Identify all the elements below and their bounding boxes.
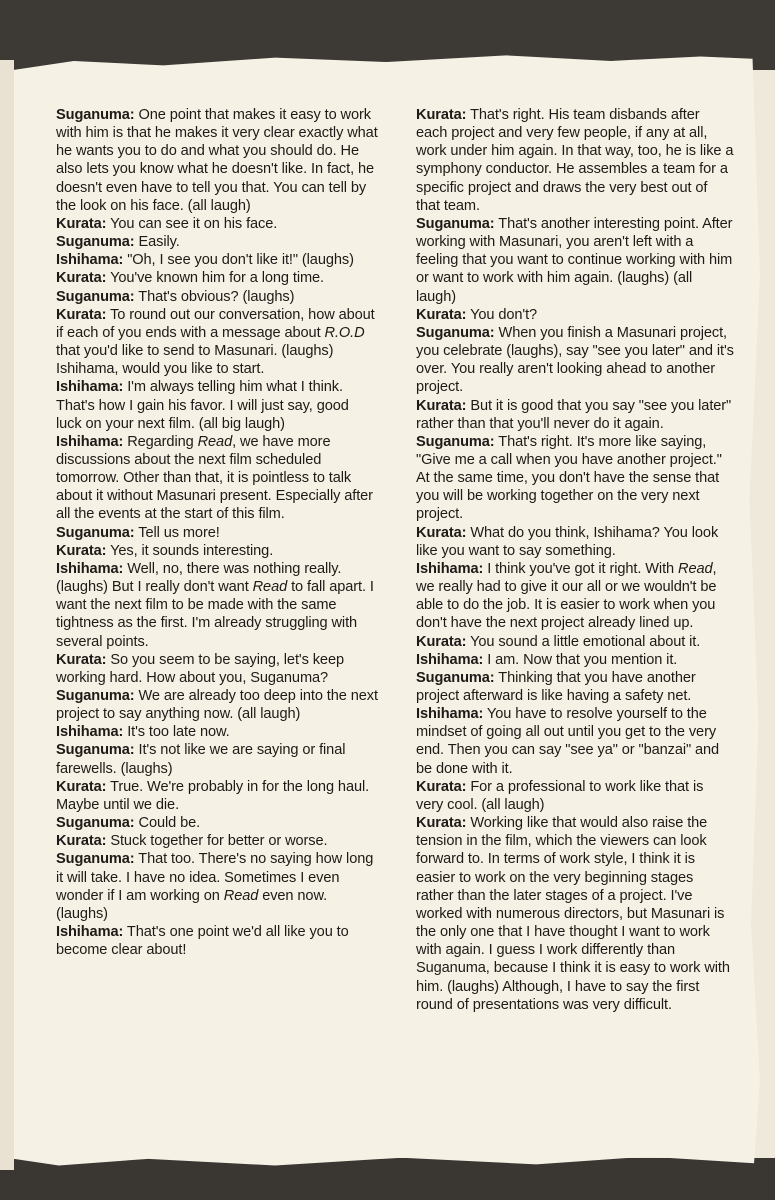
dialogue-text: It's too late now. (123, 724, 230, 741)
dialogue-text: Yes, it sounds interesting. (106, 542, 274, 559)
speaker-name: Ishihama: (56, 252, 124, 269)
speaker-name: Ishihama: (56, 924, 124, 941)
dialogue-text: I'm always telling him what I think. That's how I gain his favor. I will just say, good luck on your next film. (all big laugh) (56, 379, 349, 432)
dialogue-line (56, 850, 378, 923)
speaker-name: Suganuma: (416, 215, 495, 232)
dialogue-line (56, 215, 378, 233)
speaker-name: Kurata: (56, 833, 107, 850)
dialogue-text: When you finish a Masunari project, you celebrate (laughs), say "see you later" and it's over. You really aren't looking ahead to another project. (416, 324, 734, 396)
dialogue-text: Could be. (134, 815, 201, 832)
dialogue-line (416, 669, 734, 705)
dialogue-line (56, 741, 378, 777)
dialogue-text: To round out our conversation, how about if each of you ends with a message about (56, 306, 375, 341)
dialogue-text: That's obvious? (laughs) (134, 288, 295, 305)
dialogue-line (416, 633, 734, 651)
dialogue-line (56, 306, 378, 379)
dialogue-text: We are already too deep into the next project to say anything now. (all laugh) (56, 688, 378, 723)
speaker-name: Suganuma: (56, 524, 135, 541)
dialogue-line (56, 651, 378, 687)
dialogue-line (416, 306, 734, 324)
dialogue-line (56, 433, 378, 524)
speaker-name: Kurata: (56, 215, 107, 232)
dialogue-line (56, 832, 378, 850)
speaker-name: Kurata: (416, 778, 467, 795)
italic-title: Read (252, 579, 288, 596)
dialogue-text: I am. Now that you mention it. (483, 651, 678, 668)
dialogue-text: You sound a little emotional about it. (466, 633, 701, 650)
dialogue-line (416, 524, 734, 560)
dialogue-text: Tell us more! (134, 524, 220, 541)
speaker-name: Ishihama: (56, 724, 124, 741)
speaker-name: Kurata: (416, 524, 467, 541)
dialogue-line (416, 705, 734, 778)
speaker-name: Kurata: (56, 542, 107, 559)
bottom-dark-band (0, 1158, 775, 1200)
dialogue-text: Regarding (123, 433, 198, 450)
dialogue-line (56, 687, 378, 723)
speaker-name: Suganuma: (56, 288, 135, 305)
dialogue-line (416, 778, 734, 814)
dialogue-text: But it is good that you say "see you later" rather than that you'll never do it again. (416, 397, 732, 432)
italic-title: Read (678, 560, 713, 577)
dialogue-line (56, 269, 378, 287)
speaker-name: Kurata: (416, 815, 467, 832)
right-text-column (416, 106, 734, 1014)
dialogue-text: That's right. It's more like saying, "Give me a call when you have another project." At the same time, you don't have the sense that you will be working together on the very next project. (416, 433, 722, 523)
dialogue-line (56, 233, 378, 251)
dialogue-line (416, 814, 734, 1014)
speaker-name: Suganuma: (56, 688, 135, 704)
speaker-name: Kurata: (56, 778, 107, 795)
dialogue-line (56, 560, 378, 651)
speaker-name: Kurata: (416, 107, 467, 123)
speaker-name: Suganuma: (416, 669, 495, 686)
speaker-name: Ishihama: (416, 706, 484, 723)
italic-title: R.O.D (324, 324, 365, 341)
dialogue-line (56, 814, 378, 832)
dialogue-text: You've known him for a long time. (106, 270, 324, 287)
speaker-name: Suganuma: (56, 107, 135, 123)
dialogue-text: Well, no, there was nothing really. (laughs) But I really don't want (56, 560, 342, 596)
dialogue-line (56, 106, 378, 215)
dialogue-text: So you seem to be saying, let's keep working hard. How about you, Suganuma? (56, 651, 344, 686)
dialogue-line (416, 651, 734, 669)
speaker-name: Ishihama: (56, 379, 124, 396)
dialogue-line (416, 560, 734, 633)
speaker-name: Ishihama: (416, 651, 484, 668)
dialogue-text-continued: that you'd like to send to Masunari. (laughs) Ishihama, would you like to start. (56, 343, 334, 378)
speaker-name: Kurata: (416, 397, 467, 414)
dialogue-line (56, 923, 378, 959)
dialogue-text-continued: even now. (laughs) (56, 887, 328, 922)
italic-title: Read (197, 433, 233, 450)
speaker-name: Suganuma: (56, 851, 135, 868)
speaker-name: Suganuma: (416, 433, 495, 450)
speaker-name: Kurata: (416, 633, 467, 650)
speaker-name: Kurata: (56, 651, 107, 668)
dialogue-text: You have to resolve yourself to the mindset of going all out until you get to the very end. Then you can say "see ya" or "banzai" and be done with it. (416, 706, 720, 777)
speaker-name: Suganuma: (56, 815, 135, 832)
speaker-name: Kurata: (56, 306, 107, 323)
dialogue-line (56, 288, 378, 306)
dialogue-line (416, 433, 734, 524)
dialogue-text: Easily. (134, 234, 180, 251)
dialogue-text-continued: , we really had to give it our all or we wouldn't be able to do the job. It is easier to work when you don't have the next project already lined up. (416, 560, 717, 632)
dialogue-text: That's another interesting point. After working with Masunari, you aren't left with a feeling that you want to continue working with him or want to work with him again. (laughs) (all laugh) (416, 215, 733, 305)
speaker-name: Suganuma: (56, 234, 135, 251)
dialogue-text: That's one point we'd all like you to become clear about! (56, 924, 349, 959)
dialogue-text: Stuck together for better or worse. (106, 833, 328, 850)
dialogue-text: That's right. His team disbands after each project and very few people, if any at all, work under him again. In that way, too, he is like a symphony conductor. He assembles a team for a specific project and draws the very best out of that team. (416, 107, 734, 214)
dialogue-line (416, 324, 734, 397)
dialogue-line (56, 778, 378, 814)
dialogue-text-continued: to fall apart. I want the next film to be made with the same tightness as the first. I'm already struggling with several points. (56, 579, 374, 650)
dialogue-line (416, 397, 734, 433)
dialogue-text: I think you've got it right. With (483, 560, 678, 577)
speaker-name: Kurata: (56, 270, 107, 287)
speaker-name: Kurata: (416, 306, 467, 323)
dialogue-text: That too. There's no saying how long it will take. I have no idea. Sometimes I even wonder if I am working on (56, 851, 374, 904)
dialogue-line (416, 106, 734, 215)
speaker-name: Ishihama: (56, 560, 124, 577)
dialogue-text: Thinking that you have another project afterward is like having a safety net. (416, 669, 696, 704)
dialogue-text: True. We're probably in for the long haul. Maybe until we die. (56, 778, 370, 813)
dialogue-line (416, 215, 734, 306)
dialogue-text: You can see it on his face. (106, 215, 278, 232)
dialogue-line (56, 378, 378, 432)
dialogue-line (56, 542, 378, 560)
speaker-name: Suganuma: (416, 324, 495, 341)
dialogue-text: You don't? (466, 306, 538, 323)
dialogue-text: "Oh, I see you don't like it!" (laughs) (123, 252, 354, 269)
dialogue-text: What do you think, Ishihama? You look like you want to say something. (416, 524, 719, 559)
binding-margin (0, 60, 14, 1170)
dialogue-text: It's not like we are saying or final farewells. (laughs) (56, 742, 346, 777)
dialogue-line (56, 524, 378, 542)
dialogue-line (56, 723, 378, 741)
dialogue-text-continued: , we have more discussions about the next film scheduled tomorrow. Other than that, it is pointless to talk about it without Masunari present. Especially after all the events at the start of this film. (56, 433, 373, 523)
dialogue-text: Working like that would also raise the tension in the film, which the viewers can look forward to. In terms of work style, I think it is easier to work on the very beginning stages rather than the later stages of a project. I've worked with numerous directors, but Masunari is the only one that I have thought I want to work with again. I guess I work differently than Suganuma, because I think it is easy to work with him. (laughs) Although, I have to say the first round of presentations was very difficult. (416, 815, 730, 1013)
left-text-column (56, 106, 378, 959)
italic-title: Read (223, 887, 259, 904)
dialogue-line (56, 251, 378, 269)
speaker-name: Ishihama: (56, 433, 124, 450)
dialogue-text: For a professional to work like that is very cool. (all laugh) (416, 778, 704, 813)
speaker-name: Ishihama: (416, 560, 484, 577)
speaker-name: Suganuma: (56, 742, 135, 759)
dialogue-text: One point that makes it easy to work with him is that he makes it very clear exactly what he wants you to do and what you should do. He also lets you know what he doesn't like. In fact, he doesn't even have to tell you that. You can tell by the look on his face. (all laugh) (56, 107, 378, 214)
